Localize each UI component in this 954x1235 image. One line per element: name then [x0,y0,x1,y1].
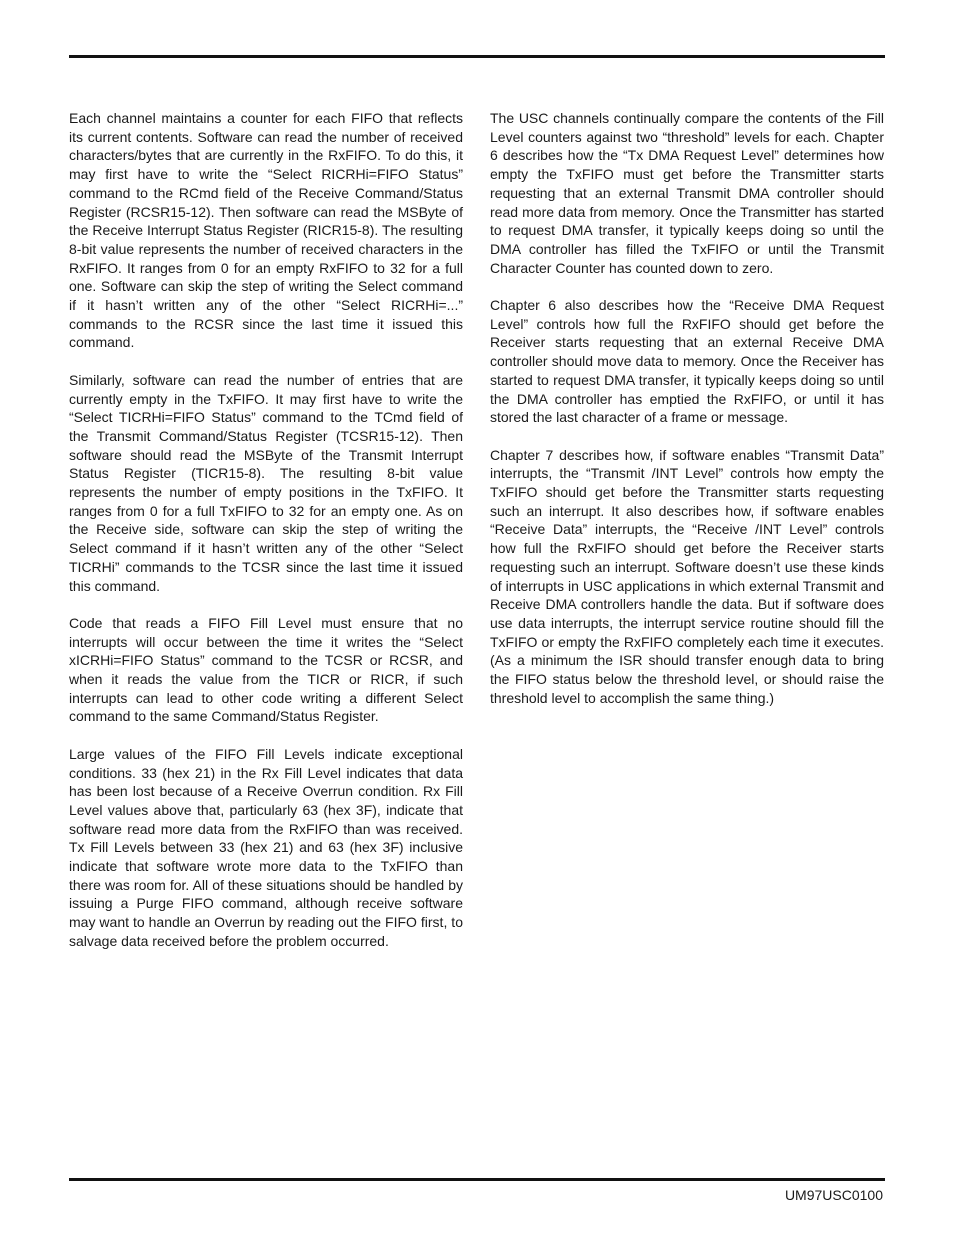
header-rule [69,55,885,58]
right-column [490,109,884,726]
paragraph-fill-level-interrupts: Code that reads a FIFO Fill Level must ensure that no interrupts will occur between the time it writes the “Select xICRHi=FIFO Status” command to the TCSR or RCSR, and when it reads the value from the TICR or RICR, if such interrupts can lead to other code writing a different Select command to the same Command/Status Register. [69,614,463,725]
paragraph-data-interrupts: Chapter 7 describes how, if software enables “Transmit Data” interrupts, the “Transmit /INT Level” controls how empty the TxFIFO should get before the Transmitter starts requesting such an interrupt. It also describes how, if software enables “Receive Data” interrupts, the “Receive /INT Level” controls how full the RxFIFO should get before the Receiver starts requesting such an interrupt. Software doesn’t use these kinds of interrupts in USC applications in which external Transmit and Receive DMA controllers handle the data. But if software does use data interrupts, the interrupt service routine should fill the TxFIFO or empty the RxFIFO completely each time it executes. (As a minimum the ISR should transfer enough data to bring the FIFO status below the threshold level, or should raise the threshold level to accomplish the same thing.) [490,446,884,706]
document-id: UM97USC0100 [784,1187,883,1203]
paragraph-exceptional-conditions: Large values of the FIFO Fill Levels indicate exceptional conditions. 33 (hex 21) in the Rx Fill Level indicates that data has been lost because of a Receive Overrun condition. Rx Fill Level values above that, particularly 63 (hex 3F), indicate that software read more data from the RxFIFO than was received. Tx Fill Levels between 33 (hex 21) and 63 (hex 3F) inclusive indicate that software wrote more data to the TxFIFO than there was room for. All of these situations should be handled by issuing a Purge FIFO command, although receive software may want to handle an Overrun by reading out the FIFO first, to salvage data received before the problem occurred. [69,745,463,949]
footer-rule [69,1178,885,1181]
paragraph-fifo-counter: Each channel maintains a counter for each FIFO that reflects its current contents. Software can read the number of received characters/bytes that are currently in the RxFIFO. To do this, it may first have to write the “Select RICRHi=FIFO Status” command to the RCmd field of the Receive Command/Status Register (RCSR15-12). Then software can read the MSByte of the Receive Interrupt Status Register (RICR15-8). The resulting 8-bit value represents the number of received characters in the RxFIFO. It ranges from 0 for an empty RxFIFO to 32 for a full one. Software can skip the step of writing the Select command if it hasn’t written any of the other “Select RICRHi=...” commands to the RCSR since the last time it issued this command. [69,110,463,351]
paragraph-threshold-levels: The USC channels continually compare the contents of the Fill Level counters against two “threshold” levels for each. Chapter 6 describes how the “Tx DMA Request Level” determines how empty the TxFIFO must get before the Transmitter starts requesting that an external Transmit DMA controller should read more data from memory. Once the Transmitter has started to request DMA transfer, it typically keeps doing so until the DMA controller has filled the TxFIFO or until the Transmit Character Counter has counted down to zero. [490,110,884,276]
left-column [69,109,463,969]
paragraph-receive-dma-level: Chapter 6 also describes how the “Receive DMA Request Level” controls how full the RxFIFO should get before the Receiver starts requesting that an external Receive DMA controller should move data to memory. Once the Receiver has started to request DMA transfer, it typically keeps doing so until the DMA controller has emptied the RxFIFO, or until it has stored the last character of a frame or message. [490,297,884,426]
paragraph-txfifo-empty: Similarly, software can read the number of entries that are currently empty in the TxFIFO. It may first have to write the “Select TICRHi=FIFO Status” command to the TCmd field of the Transmit Command/Status Register (TCSR15-12). Then software should read the MSByte of the Transmit Interrupt Status Register (TICR15-8). The resulting 8-bit value represents the number of empty positions in the TxFIFO. It ranges from 0 for a full TxFIFO to 32 for an empty one. As on the Receive side, software can skip the step of writing the Select command if it hasn’t written any of the other “Select TICRHi” commands to the TCSR since the last time it issued this command. [69,371,463,594]
